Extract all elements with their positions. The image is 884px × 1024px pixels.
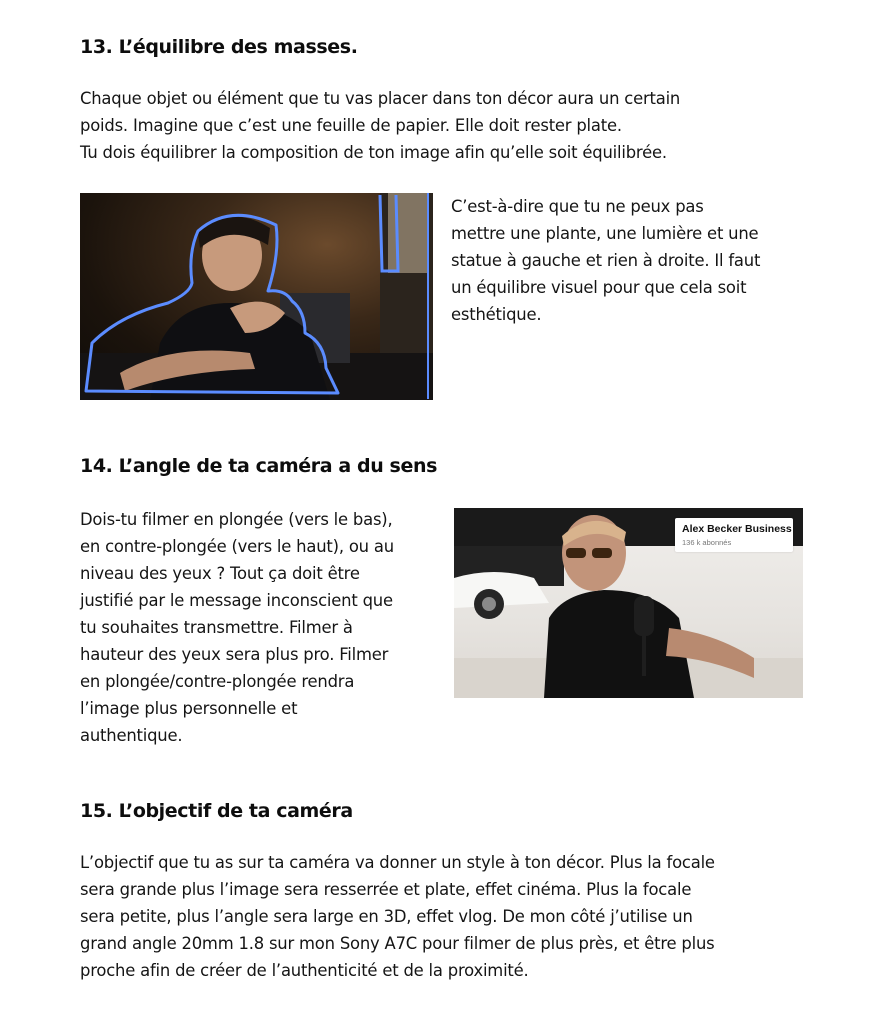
text-line: Dois-tu filmer en plongée (vers le bas),: [80, 510, 393, 529]
section-14-title: 14. L’angle de ta caméra a du sens: [80, 455, 437, 477]
channel-name: Alex Becker Business: [682, 523, 792, 535]
section-13-intro: [80, 85, 680, 166]
section-14-side-text: [80, 506, 394, 749]
text-line: statue à gauche et rien à droite. Il faut: [451, 251, 761, 270]
subscriber-count: 136 k abonnés: [682, 538, 732, 547]
text-line: C’est-à-dire que tu ne peux pas: [451, 197, 704, 216]
section-13-side-text: [451, 193, 760, 328]
balance-photo: [80, 193, 433, 400]
channel-badge: [675, 518, 793, 552]
text-line: grand angle 20mm 1.8 sur mon Sony A7C pour filmer de plus près, et être plus: [80, 934, 715, 953]
text-line: sera grande plus l’image sera resserrée et plate, effet cinéma. Plus la focale: [80, 880, 692, 899]
text-line: L’objectif que tu as sur ta caméra va donner un style à ton décor. Plus la focale: [80, 853, 715, 872]
text-line: un équilibre visuel pour que cela soit: [451, 278, 747, 297]
text-line: en plongée/contre-plongée rendra: [80, 672, 355, 691]
text-line: Tu dois équilibrer la composition de ton image afin qu’elle soit équilibrée.: [80, 143, 667, 162]
text-line: authentique.: [80, 726, 183, 745]
text-line: sera petite, plus l’angle sera large en 3D, effet vlog. De mon côté j’utilise un: [80, 907, 693, 926]
text-line: Chaque objet ou élément que tu vas placer dans ton décor aura un certain: [80, 89, 681, 108]
text-line: justifié par le message inconscient que: [80, 591, 393, 610]
text-line: esthétique.: [451, 305, 542, 324]
section-15-title: 15. L’objectif de ta caméra: [80, 800, 353, 822]
text-line: l’image plus personnelle et: [80, 699, 298, 718]
text-line: mettre une plante, une lumière et une: [451, 224, 759, 243]
text-line: tu souhaites transmettre. Filmer à: [80, 618, 353, 637]
text-line: niveau des yeux ? Tout ça doit être: [80, 564, 360, 583]
text-line: proche afin de créer de l’authenticité et de la proximité.: [80, 961, 529, 980]
section-15-body: [80, 849, 715, 984]
section-13-title: 13. L’équilibre des masses.: [80, 36, 358, 58]
camera-angle-photo: [454, 508, 803, 698]
text-line: hauteur des yeux sera plus pro. Filmer: [80, 645, 389, 664]
text-line: poids. Imagine que c’est une feuille de papier. Elle doit rester plate.: [80, 116, 622, 135]
text-line: en contre-plongée (vers le haut), ou au: [80, 537, 394, 556]
